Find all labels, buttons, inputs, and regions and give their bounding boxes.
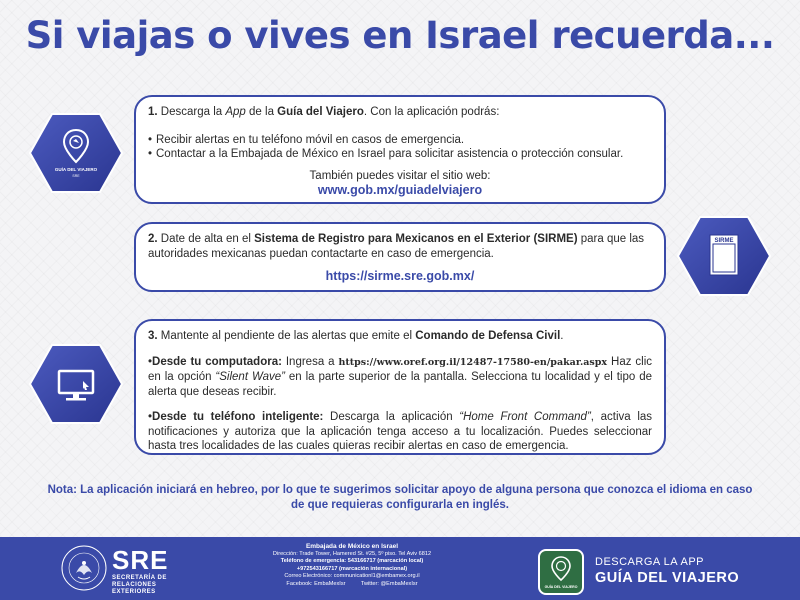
phone-text2: , activa las notificaciones y autoriza que la aplicación tenga acceso a tu localización. Puedes seleccionar hasta tres localidades de las cuales quieras recibir alertas en caso de emergencia. <box>148 411 653 452</box>
sre-subtitle <box>112 575 167 596</box>
computer-hexagon <box>28 343 124 425</box>
step-2-number: 2. <box>148 233 158 245</box>
step-1-app: App <box>225 106 246 118</box>
sre-sub-1: SECRETARÍA DE <box>112 575 167 581</box>
emergency-phone: Teléfono de emergencia: 543166717 (marcación local) <box>280 558 424 565</box>
location-pin-icon <box>540 553 582 583</box>
step-2-text: Date de alta en el <box>157 233 255 245</box>
computer-text3: en la parte superior de la pantalla. Selecciona tu localidad y el tipo de alerta que deseas recibir. <box>148 371 652 398</box>
step-1-guide: Guía del Viajero <box>277 106 364 118</box>
step-3-command: Comando de Defensa Civil <box>415 330 561 342</box>
note-text: Nota: La aplicación iniciará en hebreo, por lo que te sugerimos solicitar apoyo de alguna persona que conozca el idioma en caso de que requieras configurarla en inglés. <box>47 484 753 511</box>
step-3-text2: . <box>560 330 564 342</box>
step-1-box <box>134 95 666 204</box>
step-2-box <box>134 222 666 292</box>
silent-wave-text: “Silent Wave” <box>215 371 285 383</box>
list-item: •Desde tu computadora: Ingresa a https://www.oref.org.il/12487-17580-en/pakar.aspx Haz clic en la opción “Silent Wave” en la parte superior de la pantalla. Selecciona tu localidad y el tipo de alerta que deseas recibir. <box>148 355 653 398</box>
bullet-text: Contactar a la Embajada de México en Israel para solicitar asistencia o protección consular. <box>156 148 624 160</box>
guide-app-hexagon <box>28 112 124 194</box>
guide-icon-label: GUÍA DEL VIAJERO <box>54 167 98 172</box>
sre-sub-3: EXTERIORES <box>112 589 156 595</box>
guide-url-link[interactable]: www.gob.mx/guiadelviajero <box>317 183 483 197</box>
step-2-text2: para que las autoridades mexicanas puedan contactarte en caso de emergencia. <box>148 233 645 260</box>
oref-url-link[interactable]: https://www.oref.org.il/12487-17580-en/pakar.aspx <box>338 356 608 368</box>
list-item: •Desde tu teléfono inteligente: Descarga la aplicación “Home Front Command”, activa las notificaciones y autoriza que la aplicación tenga acceso a tu localización. Puedes seleccionar hasta tres localidades de las cuales quieras recibir alertas en caso de emergencia. <box>148 411 653 452</box>
home-front-text: “Home Front Command” <box>459 411 591 423</box>
bullet-text: Recibir alertas en tu teléfono móvil en casos de emergencia. <box>156 133 465 146</box>
sre-sub-2: RELACIONES <box>112 582 157 588</box>
page-title: Si viajas o vives en Israel recuerda... <box>25 14 775 57</box>
email: Correo Electrónico: communicationl1@embamex.org.il <box>284 573 420 580</box>
visit-text: También puedes visitar el sitio web: <box>309 169 491 182</box>
sirme-hexagon <box>676 215 772 297</box>
guide-app-badge[interactable] <box>538 549 584 595</box>
badge-label: GUÍA DEL VIAJERO <box>544 585 578 589</box>
step-1-text3: . Con la aplicación podrás: <box>363 106 500 118</box>
list-item: • Contactar a la Embajada de México en Israel para solicitar asistencia o protección consular. <box>148 148 624 160</box>
computer-text2: Haz clic en la opción <box>148 355 653 383</box>
footer <box>0 537 800 600</box>
step-1-text: Descarga la <box>157 106 226 118</box>
step-2-sirme: Sistema de Registro para Mexicanos en el Exterior (SIRME) <box>254 233 578 245</box>
step-3-number: 3. <box>148 330 158 342</box>
eagle-seal-icon <box>60 543 108 598</box>
sre-logo-text: SRE <box>112 545 169 575</box>
step-3-text: Mantente al pendiente de las alertas que emite el <box>157 330 416 342</box>
download-app-name: GUÍA DEL VIAJERO <box>595 570 740 586</box>
phone-text: Descarga la aplicación <box>323 411 460 423</box>
social-links: Facebook: EmbaMexIsr Twitter: @EmbaMexIsr <box>286 580 418 587</box>
list-item: • Recibir alertas en tu teléfono móvil en casos de emergencia. <box>148 133 465 146</box>
guide-icon-sub: SRE <box>72 174 80 178</box>
international-phone: +972543166717 (marcación internacional) <box>296 565 408 572</box>
sirme-url-link[interactable]: https://sirme.sre.gob.mx/ <box>325 269 475 283</box>
step-1-text2: de la <box>245 106 278 118</box>
step-3-box <box>134 319 666 455</box>
download-text: DESCARGA LA APP <box>595 556 704 568</box>
computer-text: Ingresa a <box>281 355 339 368</box>
step-1-number: 1. <box>148 106 158 118</box>
computer-label: Desde tu computadora: <box>152 355 282 368</box>
embassy-name: Embajada de México en Israel <box>305 543 399 550</box>
address: Dirección: Trade Tower, Hamered St. #25, 5º piso. Tel Aviv 6812 <box>272 550 432 557</box>
sirme-icon-label: SIRME <box>714 238 734 244</box>
contact-info <box>252 543 452 589</box>
phone-label: Desde tu teléfono inteligente: <box>152 411 324 423</box>
